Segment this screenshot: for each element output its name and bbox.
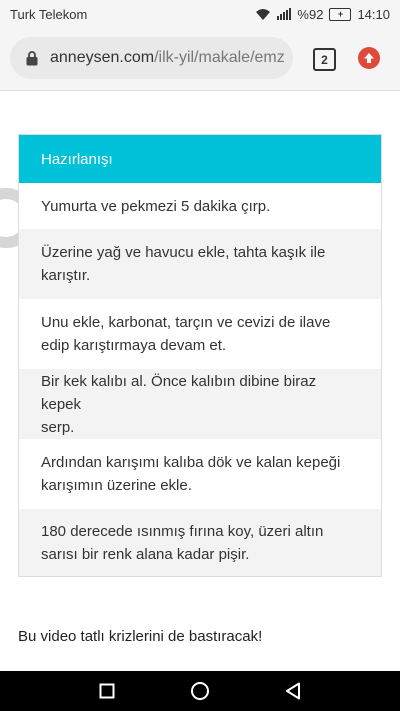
url-path: /ilk-yil/makale/emz xyxy=(154,49,285,66)
address-bar[interactable] xyxy=(10,37,293,79)
recipe-header-title: Hazırlanışı xyxy=(41,150,113,168)
step-line: 180 derecede ısınmış fırına koy, üzeri altın xyxy=(41,522,324,540)
step-line: Bir kek kalıbı al. Önce kalıbın dibine biraz kepek xyxy=(41,372,317,413)
battery-percent: %92 xyxy=(297,6,324,22)
browser-toolbar xyxy=(0,28,400,91)
url-domain: anneysen.com xyxy=(50,49,155,66)
wifi-icon xyxy=(255,8,271,21)
recipe-header xyxy=(19,135,381,183)
home-icon[interactable] xyxy=(180,671,220,711)
step-line: karıştır. xyxy=(41,267,91,284)
update-menu-icon[interactable] xyxy=(358,47,380,69)
navigation-bar xyxy=(0,671,400,711)
recipe-step xyxy=(19,299,381,369)
step-line: Unu ekle, karbonat, tarçın ve cevizi de ilave xyxy=(41,314,331,331)
back-icon[interactable] xyxy=(273,671,313,711)
step-line: edip karıştırmaya devam et. xyxy=(41,337,227,354)
carrier-name: Turk Telekom xyxy=(10,6,88,22)
recents-icon[interactable] xyxy=(87,671,127,711)
recipe-instructions xyxy=(18,134,382,577)
tab-count-label: 2 xyxy=(321,52,328,67)
recipe-step xyxy=(19,509,381,576)
clock: 14:10 xyxy=(357,6,390,22)
article-text: Bu video tatlı krizlerini de bastıracak! xyxy=(18,628,263,645)
recipe-step xyxy=(19,183,381,229)
recipe-step xyxy=(19,229,381,299)
status-icons xyxy=(255,7,390,22)
recipe-step xyxy=(19,439,381,509)
step-line: serp. xyxy=(41,418,75,436)
step-line: Ardından karışımı kalıba dök ve kalan kepeği xyxy=(41,454,341,471)
step-line: sarısı bir renk alana kadar pişir. xyxy=(41,545,250,563)
step-line: karışımın üzerine ekle. xyxy=(41,477,192,494)
step-line: Yumurta ve pekmezi 5 dakika çırp. xyxy=(41,197,271,215)
signal-icon xyxy=(277,8,291,20)
status-bar xyxy=(0,0,400,28)
tabs-icon[interactable] xyxy=(313,48,336,71)
recipe-step xyxy=(19,369,381,439)
step-line: Üzerine yağ ve havucu ekle, tahta kaşık ile xyxy=(41,244,326,261)
url-text xyxy=(50,49,285,67)
lock-icon xyxy=(26,51,38,66)
battery-icon: + xyxy=(329,8,351,21)
